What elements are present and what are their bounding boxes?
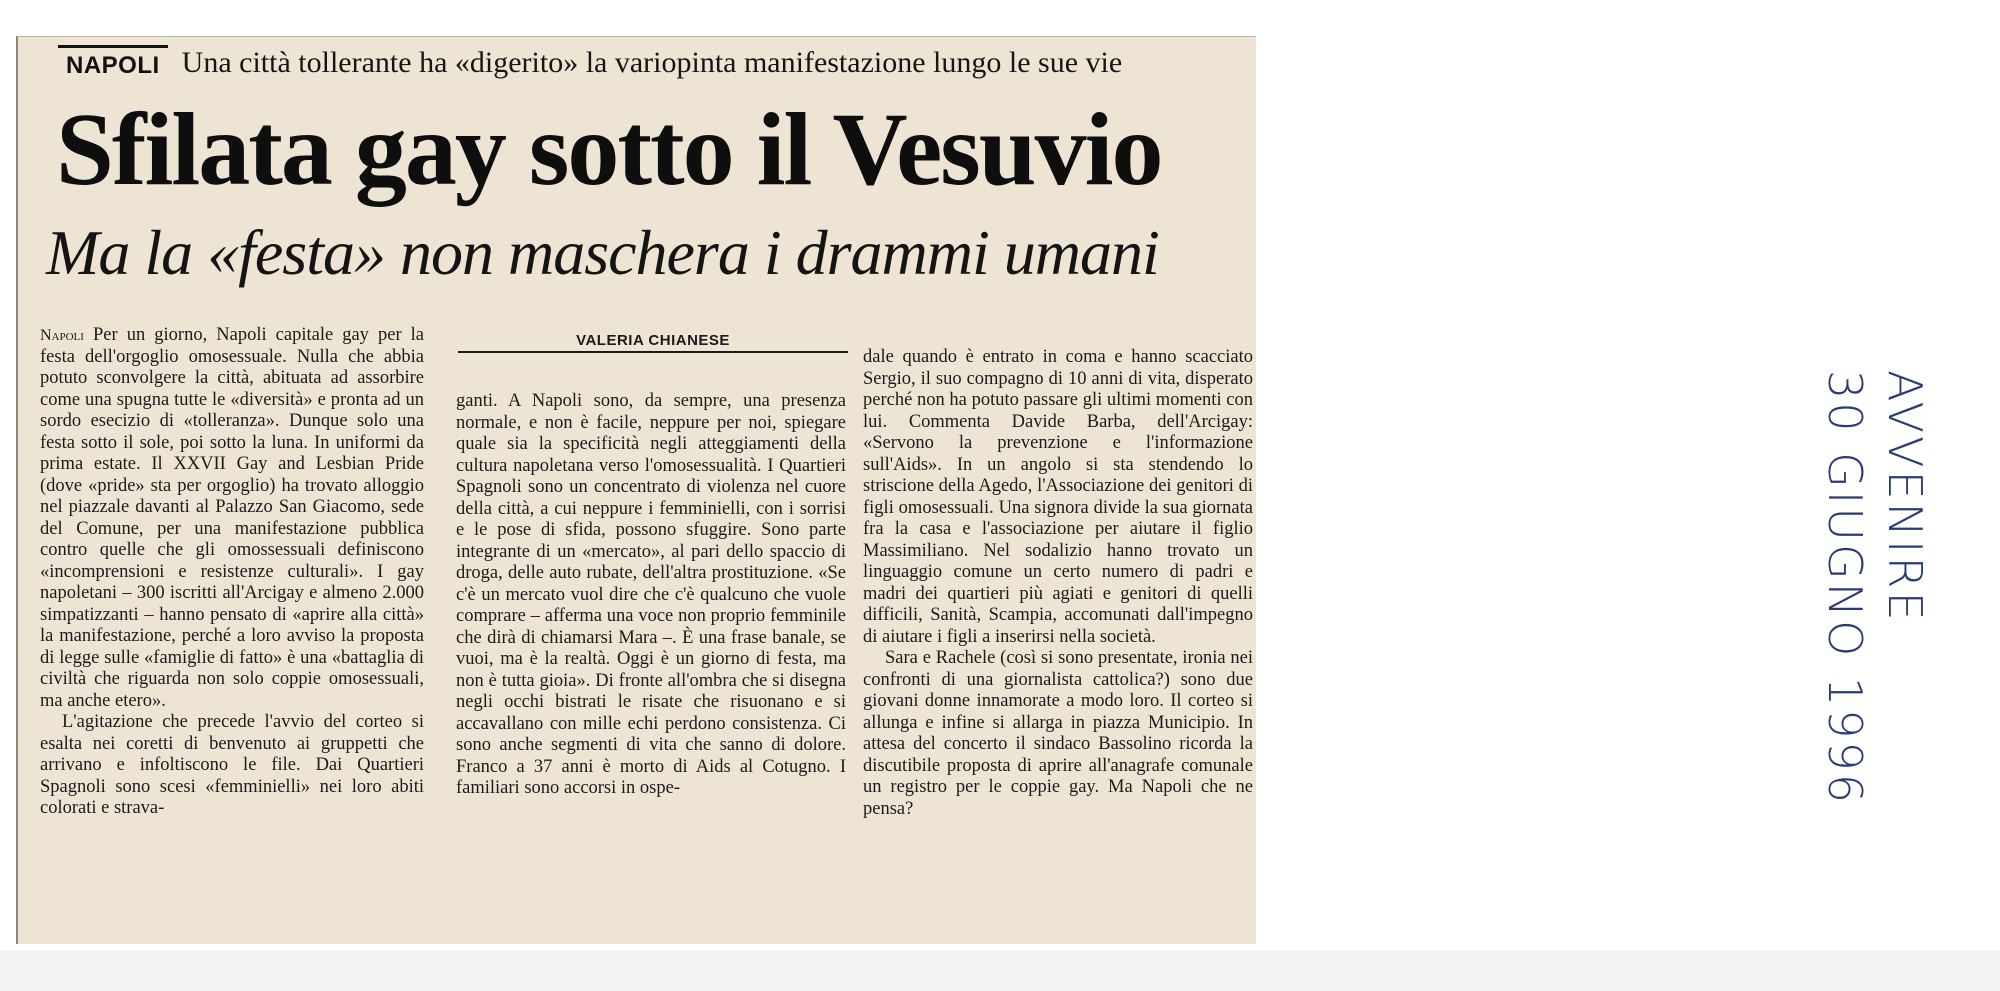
paragraph: ganti. A Napoli sono, da sempre, una presenza normale, e non è facile, neppure per noi, spiegare quale sia la specificità negli atteggiamenti della cultura napoletana verso l'omosessualità. I Quartieri Spagnoli sono un concentrato di violenza nel cuore della città, a cui neppure i femminielli, con i sorrisi e le pose di sfida, possono sfuggire. Sono parte integrante di un «mercato», al pari dello spaccio di droga, delle auto rubate, dell'altra prostituzione. «Se c'è un mercato vuol dire che c'è qualcuno che vuole comprare – afferma una voce non proprio femminile che dirà di chiamarsi Mara –. È una frase banale, se vuoi, ma è la realtà. Oggi è un giorno di festa, ma non è tutta gioia». Di fronte all'ombra che si disegna negli occhi bistrati le risate che risuonano e si accavallano con mille echi perdono consistenza. Ci sono anche segmenti di vita che sanno di dolore. Franco a 37 anni è morto di Aids al Cotugno. I familiari sono accorsi in ospe- bbox=[456, 391, 846, 798]
newspaper-clipping bbox=[16, 36, 1256, 944]
handwritten-date: 30 GIUGNO 1996 bbox=[1818, 370, 1872, 806]
article-column-3 bbox=[863, 347, 1253, 820]
headline: Sfilata gay sotto il Vesuvio bbox=[56, 92, 1162, 207]
dateline: Napoli bbox=[40, 327, 84, 344]
byline-rule bbox=[458, 351, 848, 353]
paragraph-text: Per un giorno, Napoli capitale gay per la festa dell'orgoglio omosessuale. Nulla che abbia potuto sconvolgere la città, abituata ad assorbire come una spugna tutte le «diversità» e pronta ad un sordo esecizio di «tolleranza». Dunque solo una festa sotto il sole, poi sotto la luna. In uniformi da prima estate. Il XXVII Gay and Lesbian Pride (dove «pride» sta per orgoglio) ha trovato alloggio nel piazzale davanti al Palazzo San Giacomo, sede del Comune, per una manifestazione pubblica contro quelle che gli omossessuali definiscono «incomprensioni e resistenze culturali». I gay napoletani – 300 iscritti all'Arcigay e almeno 2.000 simpatizzanti – hanno pensato di «aprire alla città» la manifestazione, perché a loro avviso la proposta di legge sulle «famiglie di fatto» è una «battaglia di civiltà che riguarda non solo coppie omosessuali, ma anche etero». bbox=[40, 325, 425, 711]
handwritten-publication: AVVENIRE bbox=[1878, 370, 1932, 624]
section-label: NAPOLI bbox=[58, 45, 168, 80]
kicker-row bbox=[58, 45, 1256, 97]
byline-block bbox=[458, 332, 848, 353]
handwritten-source-note bbox=[1805, 370, 1935, 910]
paragraph: Sara e Rachele (così si sono presentate, ironia nei confronti di una giornalista cattolica?) sono due giovani donne innamorate a modo loro. Il corteo si allunga e infine si allarga in piazza Municipio. In attesa del concerto il sindaco Bassolino ricorda la discutibile proposta di aprire all'anagrafe comunale un registro per le coppie gay. Ma Napoli che ne pensa? bbox=[863, 648, 1253, 819]
subheadline: Ma la «festa» non maschera i drammi umani bbox=[46, 217, 1159, 288]
paragraph: dale quando è entrato in coma e hanno scacciato Sergio, il suo compagno di 10 anni di vita, disperato perché non ha potuto passare gli ultimi momenti con lui. Commenta Davide Barba, dell'Arcigay: «Servono la prevenzione e l'informazione sull'Aids». In un angolo si sta stendendo lo striscione della Agedo, l'Associazione dei genitori di figli omosessuali. Una signora divide la sua giornata fra la casa e l'associazione per aiutare il figlio Massimiliano. Nel sodalizio hanno trovato un linguaggio comune un certo numero di padri e madri dei quartieri più agiati e genitori di quelli difficili, Sanità, Scampia, accomunati dall'impegno di aiutare i figli a inserirsi nella società. bbox=[863, 347, 1253, 647]
kicker-text: Una città tollerante ha «digerito» la variopinta manifestazione lungo le sue vie bbox=[181, 45, 1123, 79]
paragraph: L'agitazione che precede l'avvio del corteo si esalta nei coretti di benvenuto ai gruppetti che arrivano e infoltiscono le file. Dai Quartieri Spagnoli sono scesi «femminielli» nei loro abiti colorati e strava- bbox=[40, 712, 424, 818]
scanner-bed-edge bbox=[0, 950, 2000, 991]
article-column-1 bbox=[40, 325, 424, 820]
paragraph bbox=[40, 325, 424, 712]
byline: VALERIA CHIANESE bbox=[576, 332, 730, 349]
article-column-2 bbox=[456, 391, 846, 800]
